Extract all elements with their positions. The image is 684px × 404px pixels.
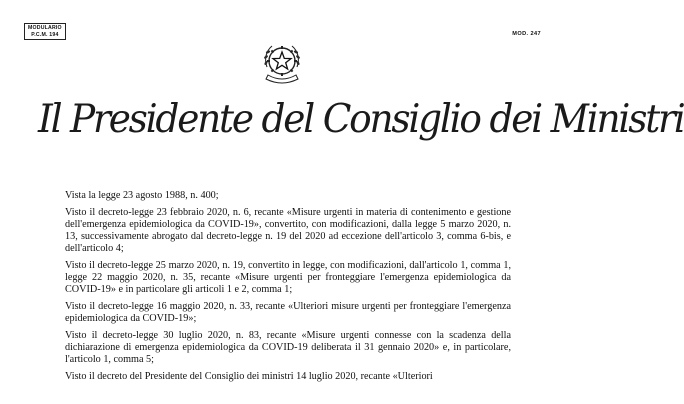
paragraph: Visto il decreto del Presidente del Consiglio dei ministri 14 luglio 2020, recante «Ulteriori	[65, 371, 433, 383]
paragraph: Visto il decreto-legge 16 maggio 2020, n. 33, recante «Ulteriori misure urgenti per fronteggiare l'emergenza epidemiologica da COVID-19»;	[65, 301, 511, 324]
form-code: MOD. 247	[512, 31, 541, 37]
paragraph: Visto il decreto-legge 30 luglio 2020, n. 83, recante «Misure urgenti connesse con la scadenza della dichiarazione di emergenza epidemiologica da COVID-19 deliberata il 31 gennaio 2020» e, in particolare, l'articolo 1, comma 5;	[65, 330, 511, 365]
paragraph: Vista la legge 23 agosto 1988, n. 400;	[65, 190, 219, 201]
decree-body	[65, 190, 511, 389]
modulario-line-1: MODULARIO	[28, 25, 62, 31]
page-title: Il Presidente del Consiglio dei Ministri	[38, 97, 684, 142]
paragraph: Visto il decreto-legge 23 febbraio 2020, n. 6, recante «Misure urgenti in materia di contenimento e gestione dell'emergenza epidemiologica da COVID-19», convertito, con modificazioni, dalla legge 5 marzo 2020, n. 13, successivamente abrogato dal decreto-legge n. 19 del 2020 ad eccezione dell'articolo 3, comma 6-bis, e dell'articolo 4;	[65, 207, 511, 254]
paragraph: Visto il decreto-legge 25 marzo 2020, n. 19, convertito in legge, con modificazioni, dall'articolo 1, comma 1, legge 22 maggio 2020, n. 35, recante «Misure urgenti per fronteggiare l'emergenza epidemiologica da COVID-19» e in particolare gli articoli 1 e 2, comma 1;	[65, 260, 511, 295]
italian-emblem-icon	[258, 37, 306, 87]
modulario-line-2: P.C.M. 194	[31, 31, 59, 38]
modulario-stamp	[24, 23, 66, 40]
